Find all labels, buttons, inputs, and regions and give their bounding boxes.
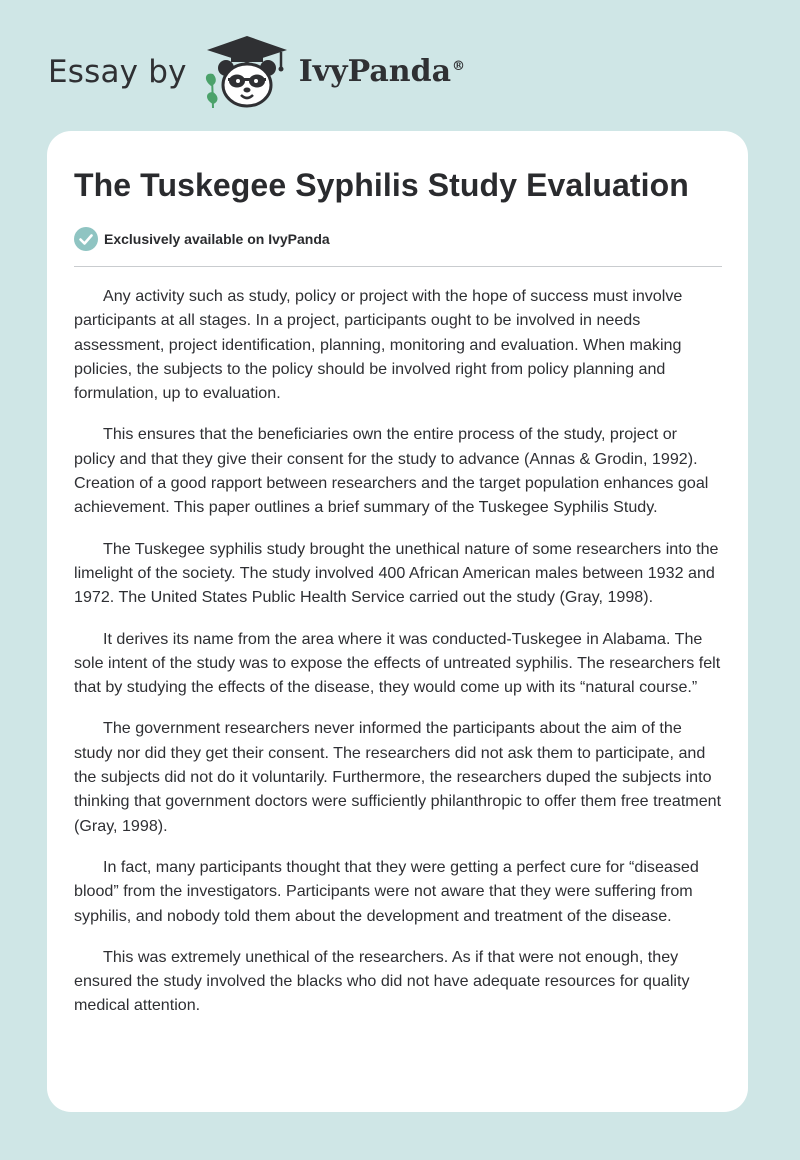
paragraph: It derives its name from the area where it was conducted-Tuskegee in Alabama. The sole intent of the study was to expose the effects of untreated syphilis. The researchers felt that by studying the effects of the disease, they would come up with its “natural course.” [74,629,721,697]
paragraph: This was extremely unethical of the researchers. As if that were not enough, they ensured the study involved the blacks who did not have adequate resources for quality medical attention. [74,947,690,1015]
check-circle-icon [74,227,98,251]
brand-name[interactable] [298,54,466,89]
brand-name-text: IvyPanda [298,54,452,89]
exclusive-badge-label: Exclusively available on IvyPanda [104,231,330,247]
paragraph: This ensures that the beneficiaries own the entire process of the study, project or policy and that they give their consent for the study to advance (Annas & Grodin, 1992). Creation of a good rapport between researchers and the target population enhances goal achievement. This paper outlines a brief summary of the Tuskegee Syphilis Study. [74,425,709,517]
registered-mark: ® [452,59,466,74]
title-divider [74,266,722,267]
essay-title: The Tuskegee Syphilis Study Evaluation [74,167,689,203]
paragraph: Any activity such as study, policy or project with the hope of success must involve participants at all stages. In a project, participants ought to be involved in needs assessment, project identification, planning, monitoring and evaluation. When making policies, the subjects to the policy should be involved right from policy planning and formulation, up to evaluation. [74,287,683,403]
paragraph: The government researchers never informed the participants about the aim of the study nor did they get their consent. The researchers did not ask them to participate, and the subjects did not do it voluntarily. Furthermore, the researchers duped the subjects into thinking that government doctors were sufficiently philanthropic to offer them free treatment (Gray, 1998). [74,719,722,835]
panda-graduate-logo-icon[interactable] [201,34,293,110]
essay-body [74,284,722,1018]
site-header [48,34,465,110]
essay-by-label: Essay by [48,53,187,90]
paragraph: In fact, many participants thought that they were getting a perfect cure for “diseased blood” from the investigators. Participants were not aware that they were suffering from syphilis, and nobody told them about the development and treatment of the disease. [74,857,699,925]
essay-card [47,131,748,1112]
paragraph: The Tuskegee syphilis study brought the unethical nature of some researchers into the limelight of the society. The study involved 400 African American males between 1932 and 1972. The United States Public Health Service carried out the study (Gray, 1998). [74,539,719,607]
exclusive-badge [74,226,722,252]
